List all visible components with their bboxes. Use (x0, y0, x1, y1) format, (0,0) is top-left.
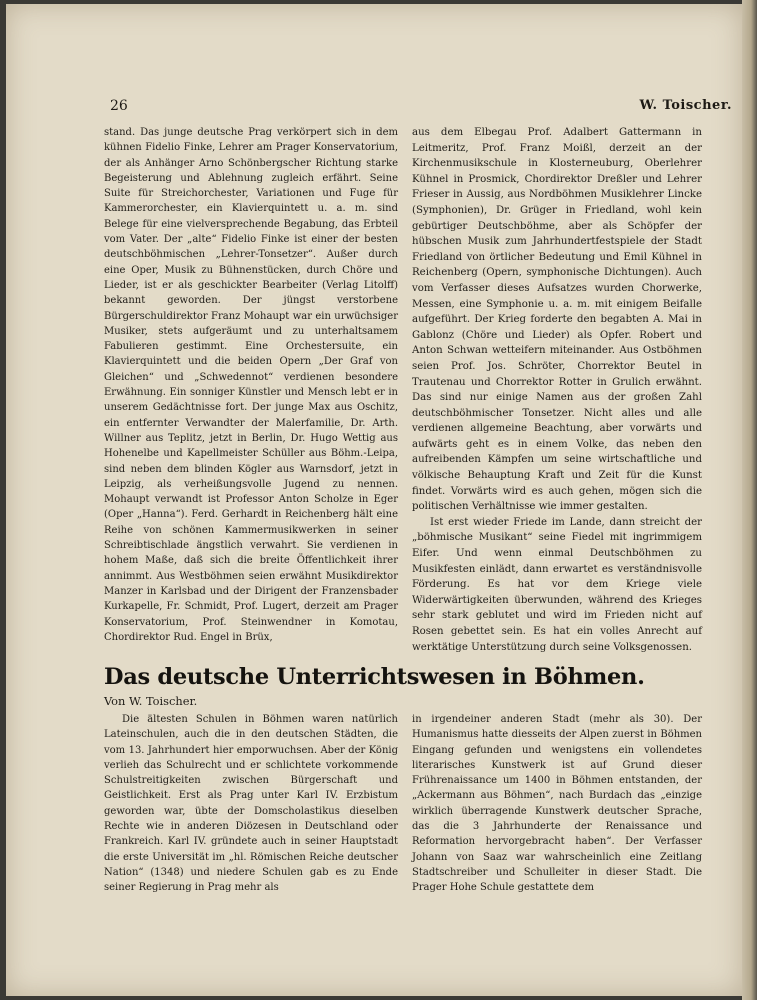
article1-right-paragraph-2: Ist erst wieder Friede im Lande, dann streicht der „böhmische Musikant“ seine Fiedel mit ingrimmigem Eifer. Und wenn einmal Deutschböhmen zu Musikfesten einlädt, dann erwartet es verständnisvolle Förderung. Es hat vor dem Kriege viele Widerwärtigkeiten überwunden, während des Krieges sehr stark geblutet und wird im Frieden nicht auf Rosen gebettet sein. Es hat ein volles Anrecht auf werktätige Unterstützung durch seine Volksgenossen. (412, 516, 702, 653)
page-number: 26 (110, 98, 128, 114)
article2-left-column (104, 712, 398, 896)
section-title: Das deutsche Unterrichtswesen in Böhmen. (104, 664, 645, 690)
article2-right-paragraph: in irgendeiner anderen Stadt (mehr als 30). Der Humanismus hatte diesseits der Alpen zuerst in Böhmen Eingang gefunden und wenigstens ein vollendetes literarisches Kunstwerk ist auf Grund dieser Frührenaissance um 1400 in Böhmen entstanden, der „Ackermann aus Böhmen“, nach Burdach das „einzige wirklich überragende Kunstwerk deutscher Sprache, das die 3 Jahrhunderte der Renaissance und Reformation hervorgebracht haben“. Der Verfasser Johann von Saaz war wahrscheinlich eine Zeitlang Stadtschreiber und Schulleiter in dieser Stadt. Die Prager Hohe Schule gestattete dem (412, 714, 702, 894)
article1-left-paragraph: stand. Das junge deutsche Prag verkörpert sich in dem kühnen Fidelio Finke, Lehrer am Prager Konservatorium, der als Anhänger Arno Schönbergscher Richtung starke Begeisterung und Ablehnung zugleich erfährt. Seine Suite für Streichorchester, Variationen und Fuge für Kammerorchester, ein Klavierquintett u. a. m. sind Belege für eine vielversprechende Begabung, das Erbteil vom Vater. Der „alte“ Fidelio Finke ist einer der besten deutschböhmischen „Lehrer-Tonsetzer“. Außer durch eine Oper, Musik zu Bühnenstücken, durch Chöre und Lieder, ist er als geschickter Bearbeiter (Verlag Litolff) bekannt geworden. Der jüngst verstorbene Bürgerschuldirektor Franz Mohaupt war ein urwüchsiger Musiker, stets aufgeräumt und zu unterhaltsamem Fabulieren gestimmt. Eine Orchestersuite, ein Klavierquintett und die beiden Opern „Der Graf von Gleichen“ und „Schwedennot“ verdienen besondere Erwähnung. Ein sonniger Künstler und Mensch lebt er in unserem Gedächtnisse fort. Der junge Max aus Oschitz, ein entfernter Verwandter der Malerfamilie, Dr. Arth. Willner aus Teplitz, jetzt in Berlin, Dr. Hugo Wettig aus Hohenelbe und Kapellmeister Schüller aus Böhm.-Leipa, sind neben dem blinden Kögler aus Warnsdorf, jetzt in Leipzig, als verheißungsvolle Jugend zu nennen. Mohaupt verwandt ist Professor Anton Scholze in Eger (Oper „Hanna“). Ferd. Gerhardt in Reichenberg hält eine Reihe von schönen Kammermusikwerken in seiner Schreibtischlade ängstlich verwahrt. Sie verdienen in hohem Maße, daß sich die breite Öffentlichkeit ihrer annimmt. Aus Westböhmen seien erwähnt Musikdirektor Manzer in Karlsbad und der Dirigent der Franzensbader Kurkapelle, Fr. Schmidt, Prof. Lugert, derzeit am Prager Konservatorium, Prof. Steinwendner in Komotau, Chordirektor Rud. Engel in Brüx, (104, 127, 398, 643)
article2-left-paragraph: Die ältesten Schulen in Böhmen waren natürlich Lateinschulen, auch die in den deutschen Städten, die vom 13. Jahrhundert hier emporwuchsen. Aber der König verlieh das Schulrecht und er schlichtete vorkommende Schulstreitigkeiten zwischen Bürgerschaft und Geistlichkeit. Erst als Prag unter Karl IV. Erzbistum geworden war, übte der Domscholastikus dieselben Rechte wie in anderen Diözesen in Deutschland oder Frankreich. Karl IV. gründete auch in seiner Hauptstadt die erste Universität im „hl. Römischen Reiche deutscher Nation“ (1348) und niedere Schulen gab es zu Ende seiner Regierung in Prag mehr als (104, 714, 398, 894)
article1-right-paragraph-1: aus dem Elbegau Prof. Adalbert Gattermann in Leitmeritz, Prof. Franz Moißl, derzeit an der Kirchenmusikschule in Klosterneuburg, Oberlehrer Kühnel in Prosmick, Chordirektor Dreßler und Lehrer Frieser in Aussig, aus Nordböhmen Musiklehrer Lincke (Symphonien), Dr. Grüger in Friedland, wohl kein gebürtiger Deutschböhme, aber als Schöpfer der hübschen Musik zum Jahrhundertfestspiele der Stadt Friedland von örtlicher Bedeutung und Emil Kühnel in Reichenberg (Opern, symphonische Dichtungen). Auch vom Verfasser dieses Aufsatzes wurden Chorwerke, Messen, eine Symphonie u. a. m. mit einigem Beifalle aufgeführt. Der Krieg forderte den begabten A. Mai in Gablonz (Chöre und Lieder) als Opfer. Robert und Anton Schwan wetteifern miteinander. Aus Ostböhmen seien Prof. Jos. Schröter, Chorrektor Beutel in Trautenau und Chorrektor Rotter in Grulich erwähnt. Das sind nur einige Namen aus der großen Zahl deutschböhmischer Tonsetzer. Nicht alles und alle verdienen allgemeine Beachtung, aber vorwärts und aufwärts geht es in einem Volke, das neben den aufreibenden Kämpfen um seine wirtschaftliche und völkische Behauptung Kraft und Zeit für die Kunst findet. Vorwärts wird es auch gehen, mögen sich die politischen Verhältnisse wie immer gestalten. (412, 127, 702, 513)
running-head: W. Toischer. (639, 98, 732, 113)
byline: Von W. Toischer. (104, 694, 198, 708)
article1-left-column (104, 125, 398, 645)
article2-right-column (412, 712, 702, 896)
page-edge-strip (742, 0, 757, 1000)
article1-right-column (412, 125, 702, 655)
